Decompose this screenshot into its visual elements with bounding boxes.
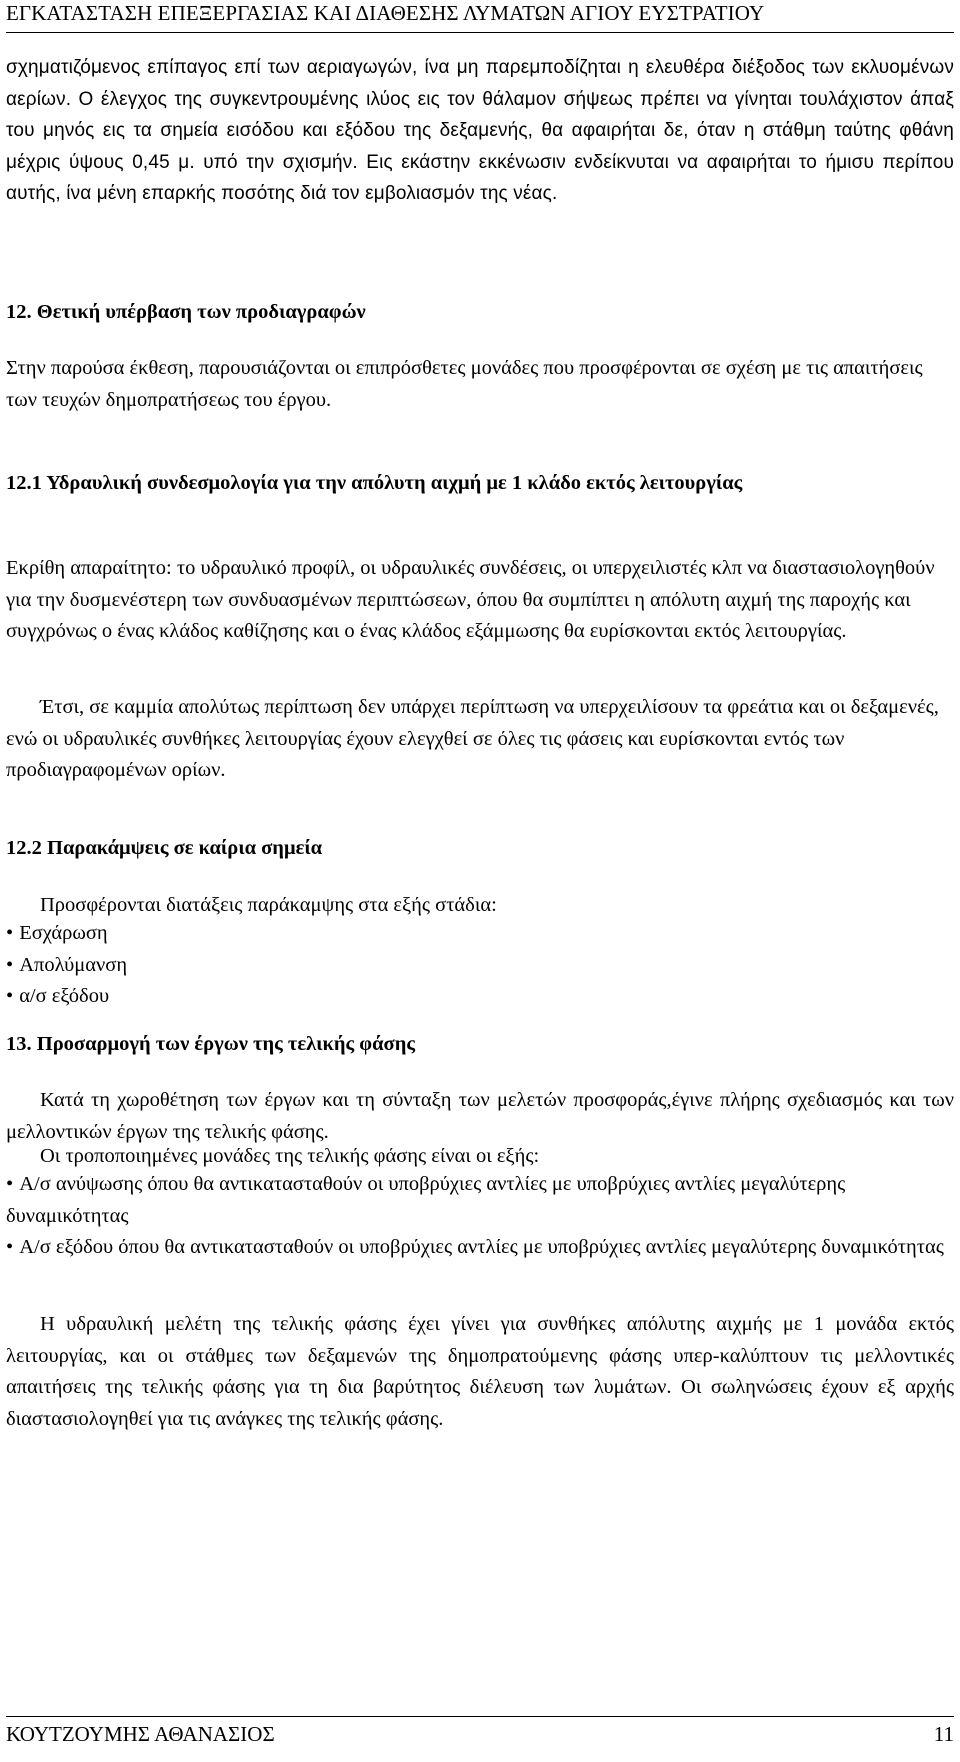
section-13-para-3: Η υδραυλική μελέτη της τελικής φάσης έχει γίνει για συνθήκες απόλυτης αιχμής με 1 μονάδα εκτός λειτουργίας, και οι στάθμες των δεξαμενών της δημοπρατούμενης φάσης υπερ-καλύπτουν τις μελλοντικές απαιτήσεις της τελικής φάσης για τη δια βαρύτητος διέλευση των λυμάτων. Οι σωληνώσεις έχουν εξ αρχής διαστασιολογηθεί για τις ανάγκες της τελικής φάσης. [6,1313,954,1430]
section-12-2-text: Προσφέρονται διατάξεις παράκαμψης στα εξής στάδια: [40,894,497,916]
intro-paragraph: σχηματιζόμενος επίπαγος επί των αεριαγωγών, ίνα μη παρεμποδίζηται η ελευθέρα διέξοδος των εκλυομένων αερίων. Ο έλεγχος της συγκεντρουμένης ιλύος εις τον θάλαμον σήψεως πρέπει να γίνηται τουλάχιστον άπαξ του μηνός εις τα σημεία εισόδου και εξόδου της δεξαμενής, θα αφαιρήται δε, όταν η στάθμη ταύτης φθάνη μέχρις ύψους 0,45 μ. υπό την σχισμήν. Εις εκάστην εκκένωσιν ενδείκνυται να αφαιρήται το ήμισυ περίπου αυτής, ίνα μένη επαρκής ποσότης διά τον εμβολιασμόν της νέας. [6,57,954,204]
section-12-heading: 12. Θετική υπέρβαση των προδιαγραφών [6,301,366,323]
list-item: • α/σ εξόδου [6,985,110,1007]
page-footer [6,1716,954,1762]
section-13-para-1: Κατά τη χωροθέτηση των έργων και τη σύνταξη των μελετών προσφοράς,έγινε πλήρης σχεδιασμός και των μελλοντικών έργων της τελικής φάσης. [6,1089,954,1143]
list-item: • Α/σ ανύψωσης όπου θα αντικατασταθούν οι υποβρύχιες αντλίες με υποβρύχιες αντλίες μεγαλύτερης δυναμικότητας [6,1173,846,1227]
page-header [6,0,954,33]
list-item: • Απολύμανση [6,953,128,976]
bullet-icon: • [6,922,14,944]
section-12-text: Στην παρούσα έκθεση, παρουσιάζονται οι επιπρόσθετες μονάδες που προσφέρονται σε σχέση με τις απαιτήσεις των τευχών δημοπρατήσεως του έργου. [6,357,923,411]
section-12-2-list [6,918,954,1013]
bullet-icon: • [6,1173,14,1195]
list-item: • Εσχάρωση [6,922,108,944]
section-12-1-para-1: Εκρίθη απαραίτητο: το υδραυλικό προφίλ, οι υδραυλικές συνδέσεις, οι υπερχειλιστές κλπ να διαστασιολογηθούν για την δυσμενέστερη των συνδυασμένων περιπτώσεων, όπου θα συμπίπτει η απόλυτη αιχμή της παροχής και συγχρόνως ο ένας κλάδος καθίζησης και ο ένας κλάδος εξάμμωσης θα ευρίσκονται εκτός λειτουργίας. [6,557,935,642]
document-title: ΕΓΚΑΤΑΣΤΑΣΗ ΕΠΕΞΕΡΓΑΣΙΑΣ ΚΑΙ ΔΙΑΘΕΣΗΣ ΛΥΜΑΤΩΝ ΑΓΙΟΥ ΕΥΣΤΡΑΤΙΟΥ [6,1,765,25]
section-13-list [6,1169,954,1264]
section-13-para-2: Οι τροποποιημένες μονάδες της τελικής φάσης είναι οι εξής: [40,1145,540,1167]
section-13-heading: 13. Προσαρμογή των έργων της τελικής φάσης [6,1033,415,1055]
section-12-1-heading: 12.1 Υδραυλική συνδεσμολογία για την απόλυτη αιχμή με 1 κλάδο εκτός λειτουργίας [6,472,743,494]
bullet-icon: • [6,1236,14,1258]
bullet-icon: • [6,953,14,976]
page-number: 11 [933,1722,954,1746]
section-12-2-heading: 12.2 Παρακάμψεις σε καίρια σημεία [6,837,323,859]
bullet-icon: • [6,985,14,1007]
list-item: • Α/σ εξόδου όπου θα αντικατασταθούν οι υποβρύχιες αντλίες με υποβρύχιες αντλίες μεγαλύτερης δυναμικότητας [6,1236,944,1258]
section-12-1-para-2: Έτσι, σε καμμία απολύτως περίπτωση δεν υπάρχει περίπτωση να υπερχειλίσουν τα φρεάτια και οι δεξαμενές, ενώ οι υδραυλικές συνθήκες λειτουργίας έχουν ελεγχθεί σε όλες τις φάσεις και ευρίσκονται εντός των προδιαγραφομένων ορίων. [6,696,939,781]
author-name: ΚΟΥΤΖΟΥΜΗΣ ΑΘΑΝΑΣΙΟΣ [6,1722,275,1746]
